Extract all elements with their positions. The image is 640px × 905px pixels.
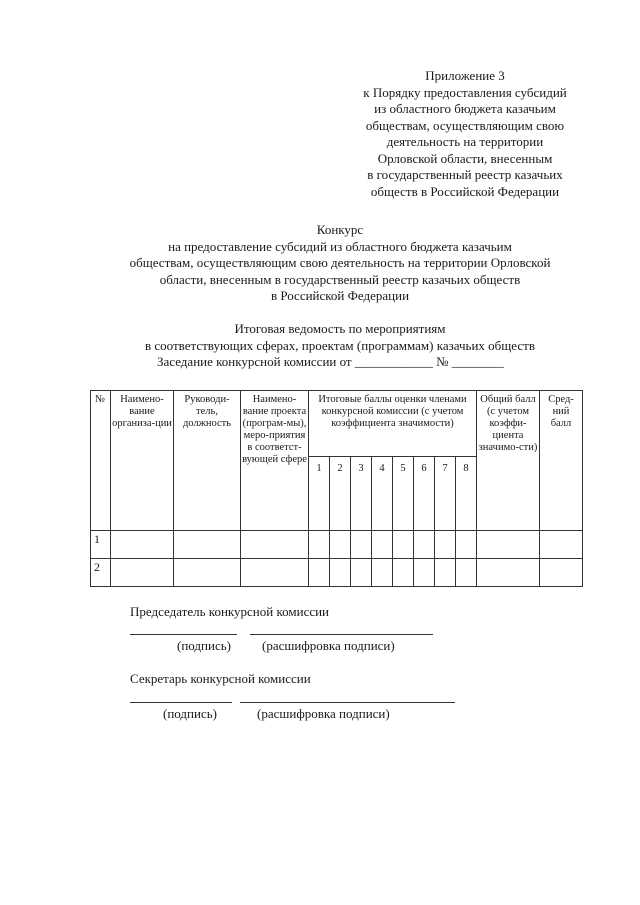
secretary-decoding-line [240, 702, 455, 703]
secretary-signature-line [130, 702, 232, 703]
header-scores: Итоговые баллы оценки членами конкурсной комиссии (с учетом коэффициента значимости) [309, 391, 477, 457]
appendix-line: обществ в Российской Федерации [370, 183, 560, 199]
table-cell [330, 531, 351, 559]
header-score-8: 8 [456, 457, 477, 531]
header-score-7: 7 [435, 457, 456, 531]
contest-title: Конкурс [316, 222, 364, 237]
secretary-decoding-caption: (расшифровка подписи) [257, 706, 390, 721]
table-cell [351, 531, 372, 559]
appendix-line: обществам, осуществляющим свою [365, 117, 565, 133]
header-num: № [91, 391, 111, 531]
secretary-title: Секретарь конкурсной комиссии [130, 671, 311, 686]
table-cell [456, 559, 477, 587]
appendix-line: Орловской области, внесенным [377, 150, 553, 166]
table-cell [393, 559, 414, 587]
chairman-decoding-caption: (расшифровка подписи) [262, 638, 395, 653]
table-cell [414, 531, 435, 559]
appendix-header [335, 68, 595, 200]
table-cell [477, 559, 540, 587]
contest-title-block [60, 222, 620, 305]
contest-line: области, внесенным в государственный реестр казачьих обществ [159, 271, 521, 287]
table-cell [372, 531, 393, 559]
header-head: Руководи-тель, должность [174, 391, 241, 531]
header-score-4: 4 [372, 457, 393, 531]
table-cell [540, 531, 583, 559]
table-cell [372, 559, 393, 587]
table-cell [435, 559, 456, 587]
chairman-signature-line [130, 634, 237, 635]
statement-subtitle: в соответствующих сферах, проектам (программам) казачьих обществ [144, 337, 535, 353]
table-cell [456, 531, 477, 559]
statement-block [60, 321, 620, 371]
table-cell [111, 559, 174, 587]
header-project: Наимено-вание проекта (програм-мы), меро-приятия в соответст-вующей сфере [241, 391, 309, 531]
table-cell [393, 531, 414, 559]
header-score-1: 1 [309, 457, 330, 531]
header-score-2: 2 [330, 457, 351, 531]
chairman-title: Председатель конкурсной комиссии [130, 604, 330, 619]
row-num: 2 [91, 559, 111, 587]
header-organization: Наимено-вание организа-ции [111, 391, 174, 531]
table-row [91, 559, 583, 587]
chairman-signature-caption: (подпись) [177, 638, 231, 653]
meeting-line: Заседание конкурсной комиссии от ____________ № ________ [157, 354, 504, 369]
table-cell [174, 531, 241, 559]
appendix-line: деятельность на территории [386, 134, 544, 149]
results-table [90, 390, 583, 587]
header-total: Общий балл (с учетом коэффи-циента значимо-сти) [477, 391, 540, 531]
table-cell [309, 559, 330, 587]
header-score-5: 5 [393, 457, 414, 531]
table-cell [174, 559, 241, 587]
chairman-decoding-line [250, 634, 433, 635]
header-score-3: 3 [351, 457, 372, 531]
appendix-line: Приложение 3 [425, 68, 505, 83]
secretary-signature-caption: (подпись) [163, 706, 217, 721]
appendix-line: к Порядку предоставления субсидий [363, 84, 567, 100]
table-cell [330, 559, 351, 587]
table-cell [309, 531, 330, 559]
contest-line: на предоставление субсидий из областного бюджета казачьим [168, 238, 512, 254]
table-cell [435, 531, 456, 559]
table-cell [241, 559, 309, 587]
table-cell [477, 531, 540, 559]
header-average: Сред-ний балл [540, 391, 583, 531]
table-cell [241, 531, 309, 559]
table-cell [414, 559, 435, 587]
table-row [91, 531, 583, 559]
statement-title: Итоговая ведомость по мероприятиям [234, 321, 446, 336]
header-score-6: 6 [414, 457, 435, 531]
table-cell [111, 531, 174, 559]
table-cell [540, 559, 583, 587]
row-num: 1 [91, 531, 111, 559]
contest-line: обществам, осуществляющим свою деятельность на территории Орловской [129, 255, 551, 270]
table-cell [351, 559, 372, 587]
appendix-line: в государственный реестр казачьих [367, 167, 563, 182]
appendix-line: из областного бюджета казачьим [374, 101, 556, 116]
contest-line: в Российской Федерации [270, 288, 410, 303]
